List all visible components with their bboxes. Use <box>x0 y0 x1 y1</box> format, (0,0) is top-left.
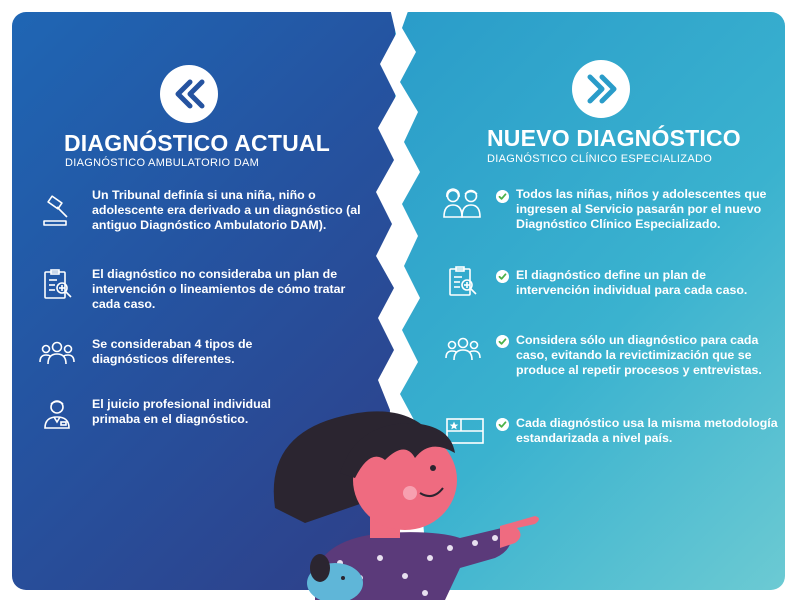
children-icon <box>442 187 482 219</box>
group-icon <box>444 336 482 362</box>
right-item-2: El diagnóstico define un plan de intervención individual para cada caso. <box>516 268 748 297</box>
clipboard-plan-icon <box>447 265 479 299</box>
double-chevron-right-icon <box>572 60 630 118</box>
check-icon <box>496 270 509 283</box>
right-title: NUEVO DIAGNÓSTICO <box>487 125 741 151</box>
check-icon <box>496 335 509 348</box>
left-item-2: El diagnóstico no consideraba un plan de intervención o lineamientos de cómo tratar cada caso. <box>92 267 346 311</box>
right-subtitle: DIAGNÓSTICO CLÍNICO ESPECIALIZADO <box>487 153 713 165</box>
left-item-1: Un Tribunal definía si una niña, niño o adolescente era derivado a un diagnóstico (al antiguo Diagnóstico Ambulatorio DAM). <box>92 188 361 232</box>
double-chevron-left-icon <box>160 65 218 123</box>
left-subtitle: DIAGNÓSTICO AMBULATORIO DAM <box>65 157 260 169</box>
left-item-4: El juicio profesional individual primaba en el diagnóstico. <box>92 397 271 426</box>
right-item-4: Cada diagnóstico usa la misma metodología estandarizada a nivel país. <box>516 416 778 445</box>
group-icon <box>38 340 76 366</box>
check-icon <box>496 190 509 203</box>
right-item-1: Todos las niñas, niños y adolescentes que ingresen al Servicio pasarán por el nuevo Diagnóstico Clínico Especializado. <box>516 187 767 231</box>
left-item-3: Se consideraban 4 tipos de diagnósticos diferentes. <box>92 337 253 366</box>
left-title: DIAGNÓSTICO ACTUAL <box>64 130 330 156</box>
clipboard-plan-icon <box>42 268 74 302</box>
girl-pointing-illustration <box>245 398 545 600</box>
right-item-3: Considera sólo un diagnóstico para cada caso, evitando la revictimización que se produce al repetir procesos y entrevistas. <box>516 333 762 377</box>
professional-icon <box>42 398 72 430</box>
gavel-icon <box>40 195 76 229</box>
